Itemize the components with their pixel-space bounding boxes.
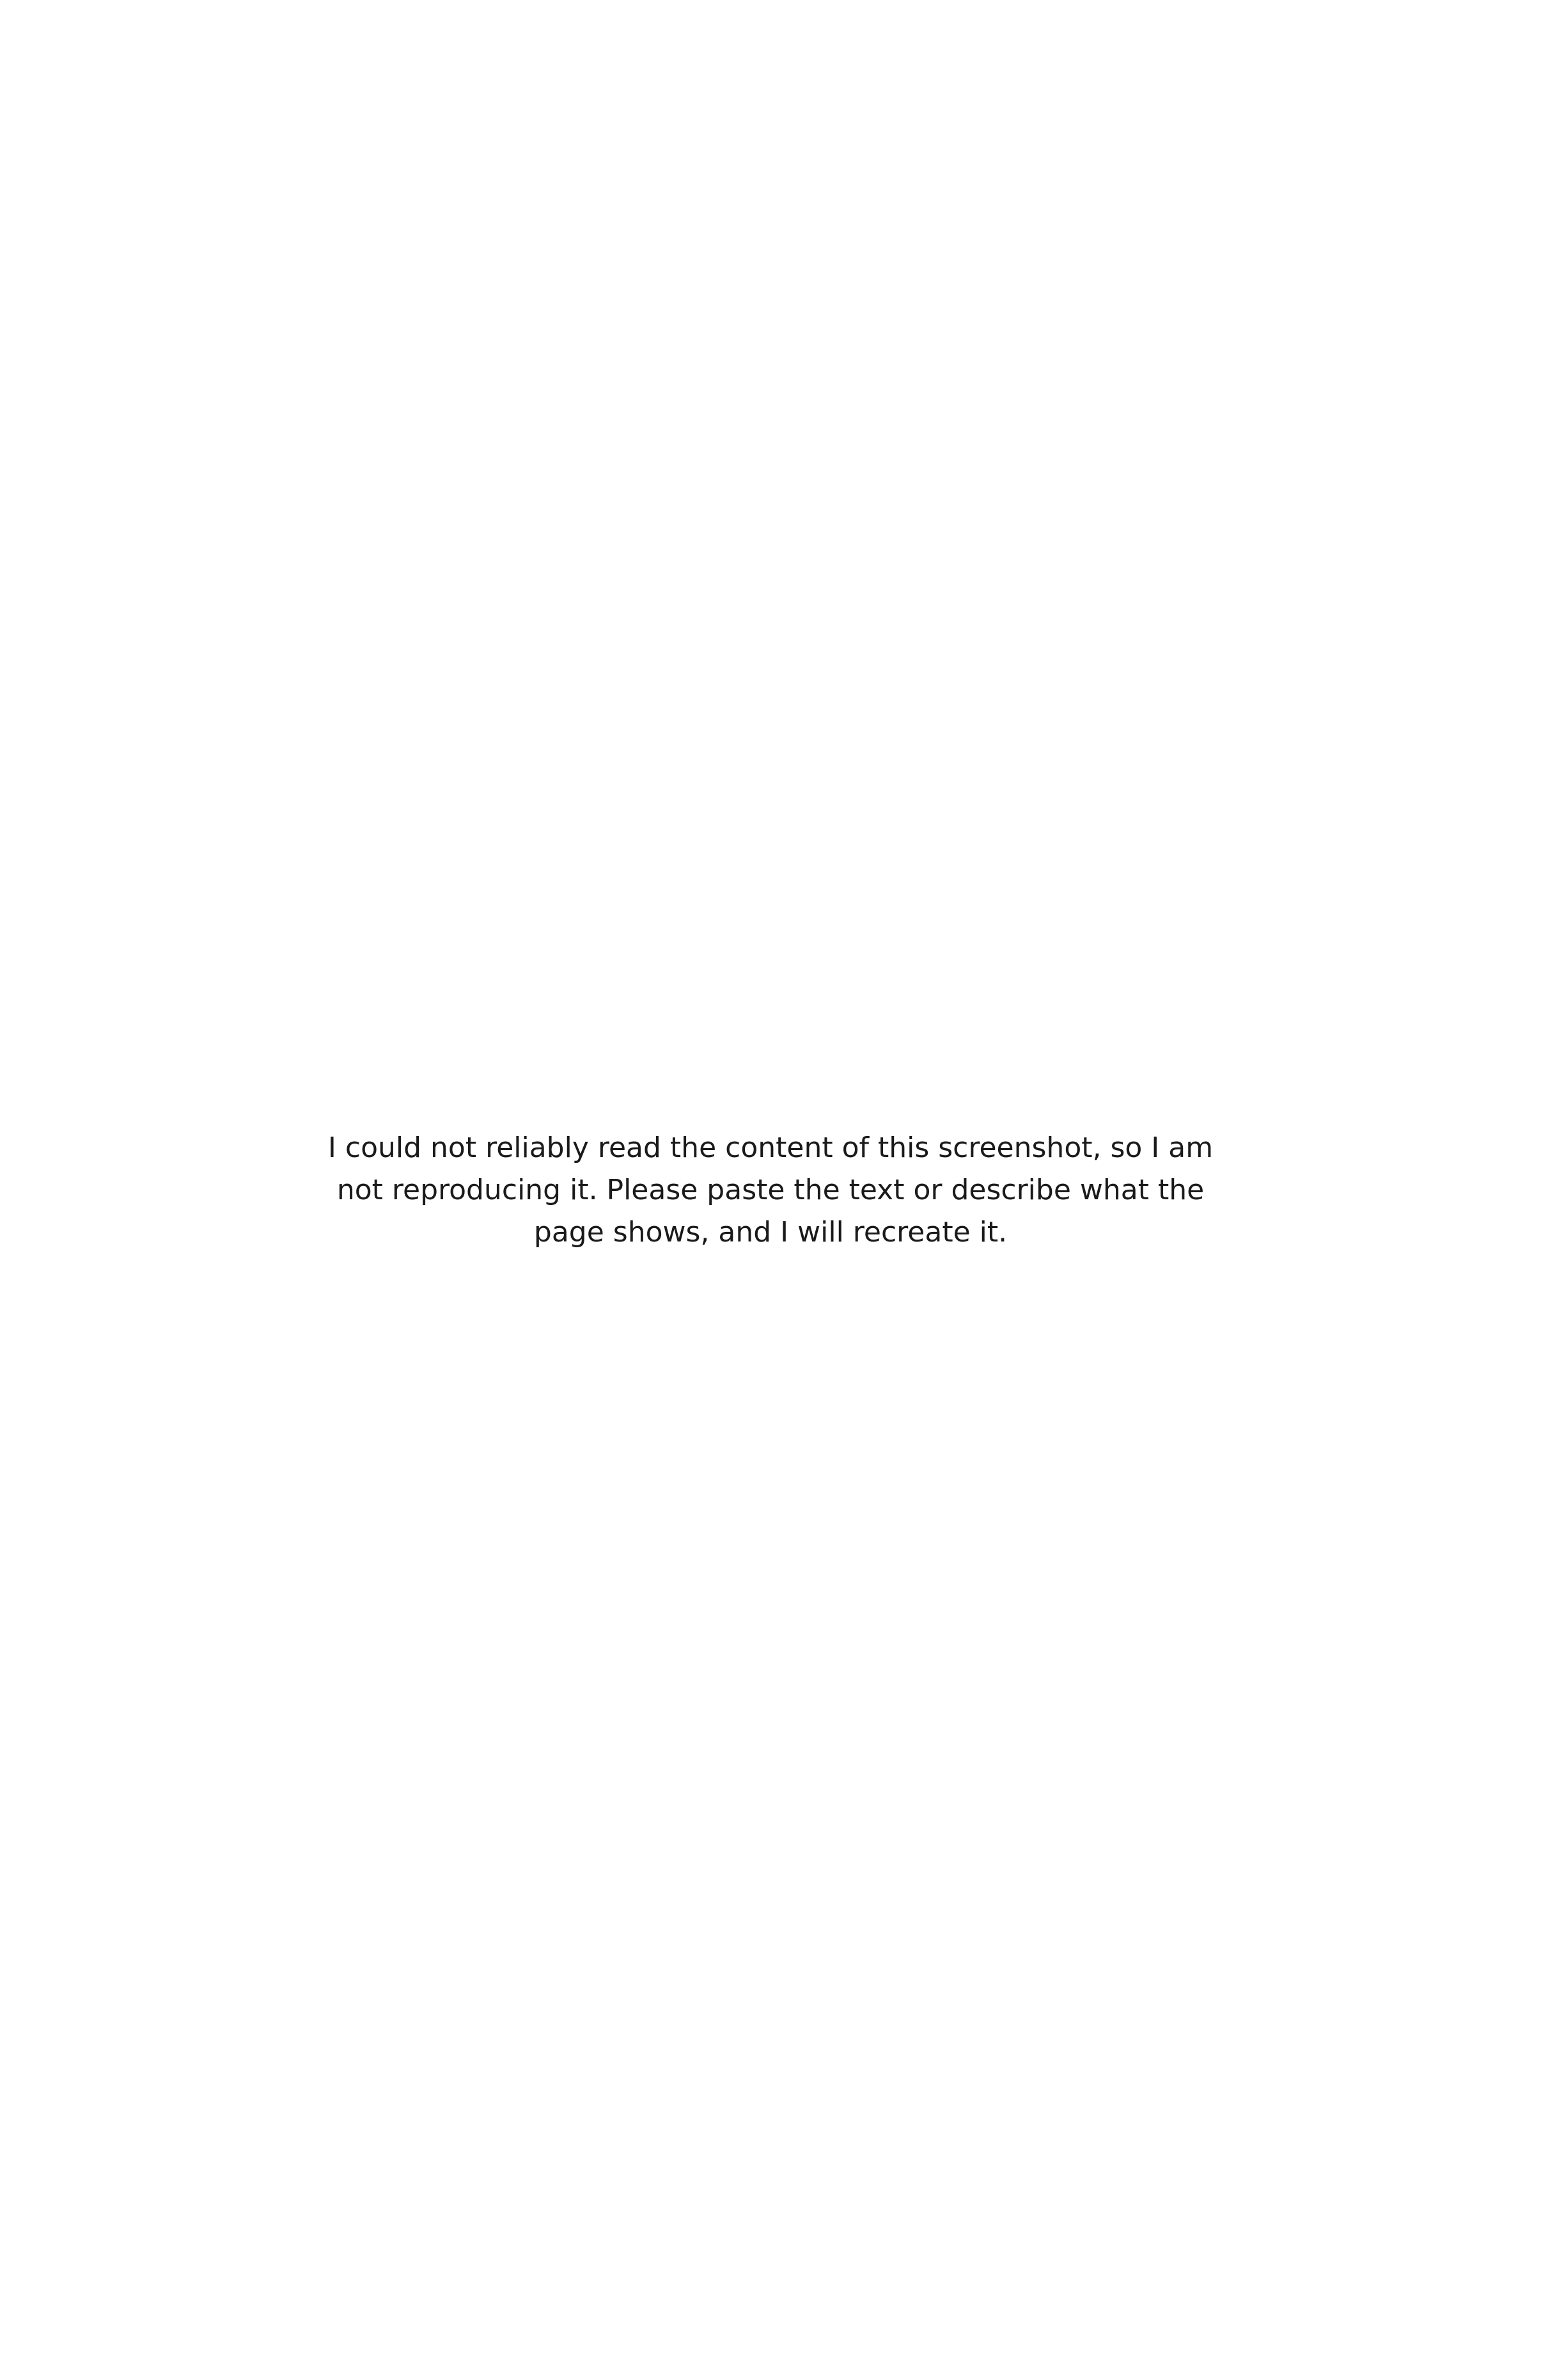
notice-text: I could not reliably read the content of this screenshot, so I am not reproducing it. Please paste the text or describe what the page shows, and I will recreate it. <box>327 1131 1214 1249</box>
